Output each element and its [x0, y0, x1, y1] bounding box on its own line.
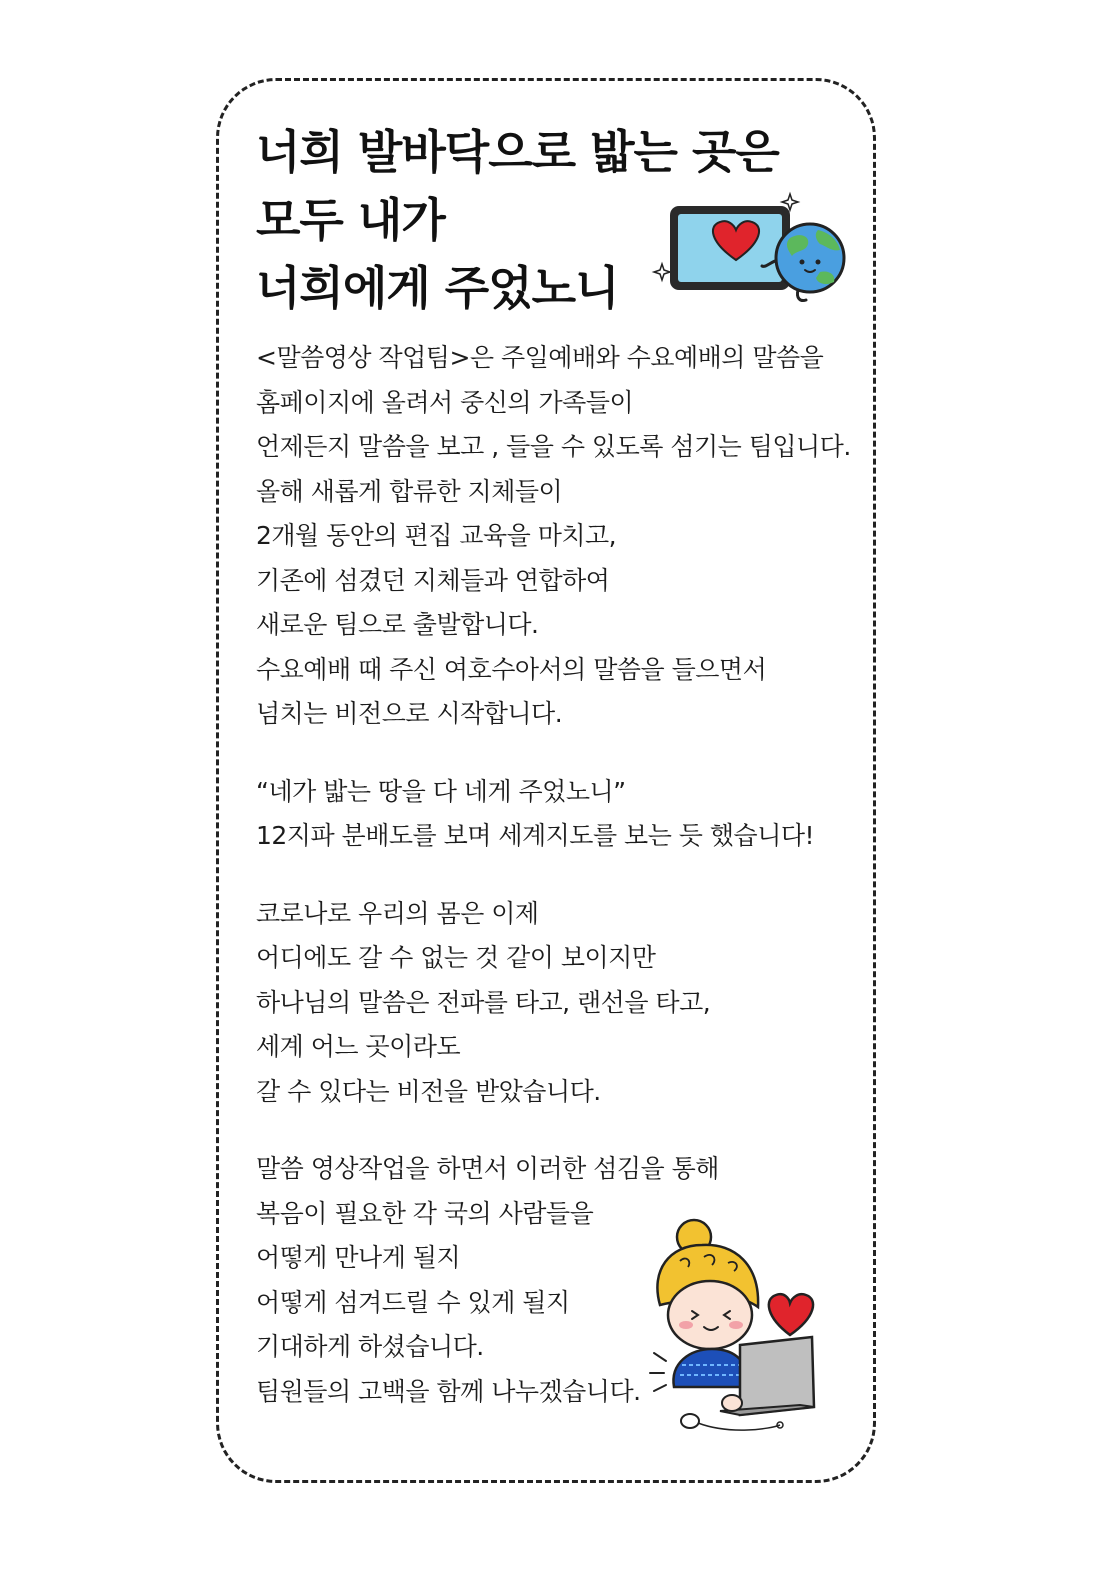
- text-line: 코로나로 우리의 몸은 이제: [256, 898, 539, 928]
- paragraph: [256, 336, 856, 737]
- text-line: 홈페이지에 올려서 중신의 가족들이: [256, 387, 634, 417]
- text-line: 하나님의 말씀은 전파를 타고, 랜선을 타고,: [256, 987, 711, 1017]
- text-line: 복음이 필요한 각 국의 사람들을: [256, 1198, 594, 1228]
- text-line: 갈 수 있다는 비전을 받았습니다.: [256, 1076, 601, 1106]
- tablet-heart-earth-icon: [650, 190, 850, 305]
- text-line: 올해 새롭게 합류한 지체들이: [256, 476, 563, 506]
- text-line: 기대하게 하셨습니다.: [256, 1332, 484, 1361]
- text-line: 말씀 영상작업을 하면서 이러한 섬김을 통해: [256, 1154, 719, 1183]
- paragraph: [256, 770, 856, 859]
- title-line: 모두 내가: [256, 193, 445, 247]
- text-line: 어디에도 갈 수 없는 것 같이 보이지만: [256, 943, 656, 972]
- title-line: 너희 발바닥으로 밟는 곳은: [256, 125, 779, 179]
- girl-laptop-heart-icon: [640, 1215, 840, 1445]
- text-line: 기존에 섬겼던 지체들과 연합하여: [256, 565, 610, 595]
- paragraph: [256, 892, 856, 1115]
- text-line: 2개월 동안의 편집 교육을 마치고,: [256, 521, 617, 550]
- text-line: 어떻게 섬겨드릴 수 있게 될지: [256, 1287, 570, 1317]
- text-line: 새로운 팀으로 출발합니다.: [256, 610, 539, 639]
- title-line: 너희에게 주었노니: [256, 261, 619, 315]
- text-line: 팀원들의 고백을 함께 나누겠습니다.: [256, 1376, 641, 1406]
- text-line: <말씀영상 작업팀>은 주일예배와 수요예배의 말씀을: [256, 343, 824, 372]
- text-line: 수요예배 때 주신 여호수아서의 말씀을 들으면서: [256, 654, 767, 684]
- text-line: 넘치는 비전으로 시작합니다.: [256, 699, 563, 728]
- text-line: 12지파 분배도를 보며 세계지도를 보는 듯 했습니다!: [256, 821, 815, 850]
- text-line: 언제든지 말씀을 보고 , 들을 수 있도록 섬기는 팀입니다.: [256, 432, 851, 461]
- text-line: 어떻게 만나게 될지: [256, 1243, 461, 1272]
- text-line: 세계 어느 곳이라도: [256, 1032, 461, 1061]
- text-line: “네가 밟는 땅을 다 네게 주었노니”: [256, 776, 626, 806]
